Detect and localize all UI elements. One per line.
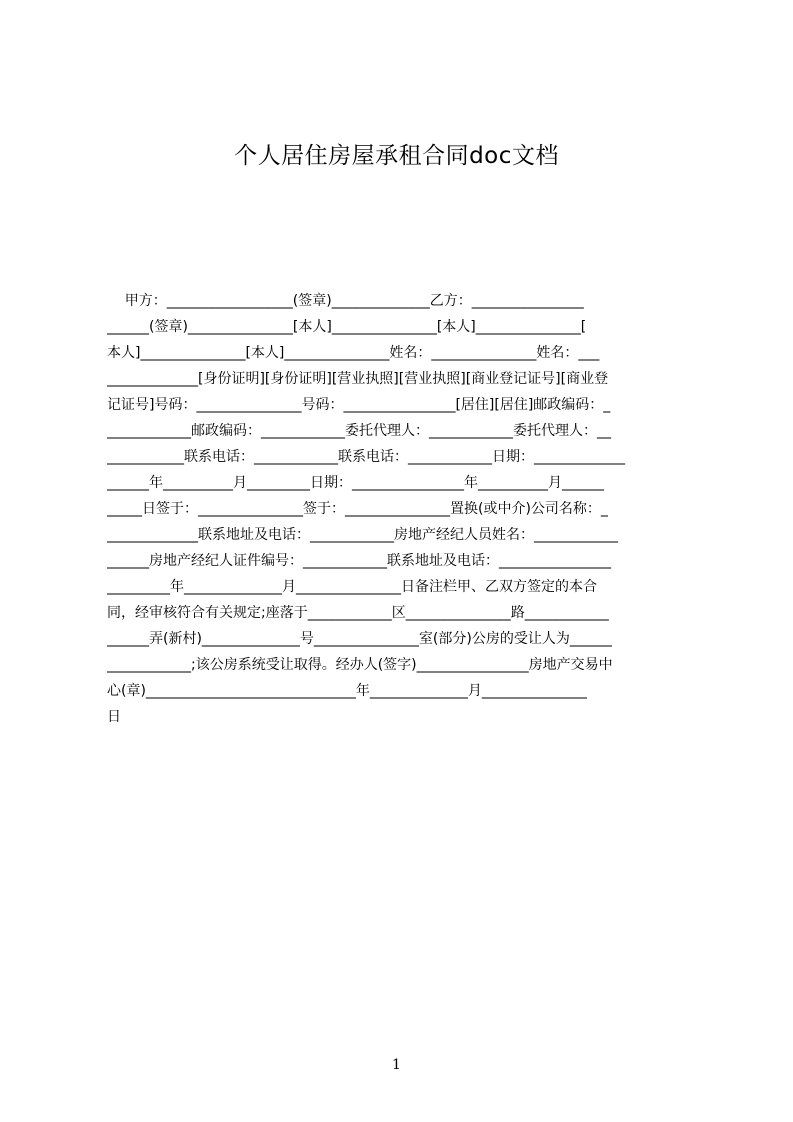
body-line: 本人]_______________[本人]_______________姓名：_______________姓名：___ bbox=[107, 345, 600, 361]
body-line: ______房地产经纪人证件编号：____________联系地址及电话：________________ bbox=[107, 553, 611, 569]
body-line: _____日签于：_______________签于：_______________置换(或中介)公司名称：_ bbox=[107, 501, 608, 517]
document-body bbox=[107, 288, 699, 730]
body-line: 甲方：__________________(签章)______________乙方：________________ bbox=[107, 293, 584, 309]
body-line: ______弄(新村)______________号_______________室(部分)公房的受让人为______ bbox=[107, 631, 612, 647]
page-number: 1 bbox=[392, 1057, 401, 1073]
body-line: 同，经审核符合有关规定;座落于____________区_______________路____________ bbox=[107, 605, 609, 621]
body-line: ____________;该公房系统受让取得。经办人(签字)________________房地产交易中 bbox=[107, 657, 613, 673]
document-title: 个人居住房屋承租合同doc文档 bbox=[234, 143, 559, 169]
body-line: _________年______________月_______________日备注栏甲、乙双方签定的本合 bbox=[107, 579, 597, 595]
body-line: _____________联系地址及电话：____________房地产经纪人员姓名：____________ bbox=[107, 527, 618, 543]
body-line: ______年__________月_________日期：________________年__________月______ bbox=[107, 475, 604, 491]
body-line: ____________邮政编码：____________委托代理人：____________委托代理人：__ bbox=[107, 423, 611, 439]
body-line: _____________[身份证明][身份证明][营业执照][营业执照][商业登记证号][商业登 bbox=[107, 371, 609, 387]
body-line: 记证号]号码：_______________号码：________________[居住][居住]邮政编码：_ bbox=[107, 397, 611, 413]
body-line: 心(章)______________________________年______________月_______________ bbox=[107, 683, 587, 699]
body-line: ___________联系电话：____________联系电话：____________日期：_____________ bbox=[107, 449, 625, 465]
body-line: 日 bbox=[107, 709, 121, 725]
body-line: ______(签章)_______________[本人]_______________[本人]_______________[ bbox=[107, 319, 587, 335]
